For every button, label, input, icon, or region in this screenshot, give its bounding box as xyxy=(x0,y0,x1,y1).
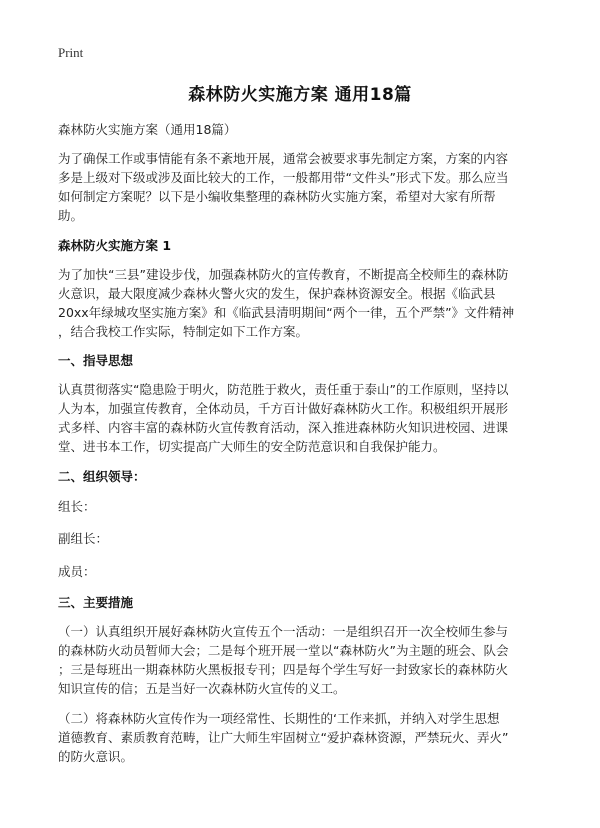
section1-line: 为了加快“三县”建设步伐，加强森林防火的宣传教育，不断提高全校师生的森林防 xyxy=(58,267,509,282)
measure1-line: ；三是每班出一期森林防火黑板报专刊；四是每个学生写好一封致家长的森林防火 xyxy=(58,662,509,677)
document-title: 森林防火实施方案 通用18篇 xyxy=(188,85,412,105)
guiding-line: 堂、进书本工作，切实提高广大师生的安全防范意识和自我保护能力。 xyxy=(58,439,446,454)
guiding-line: 式多样、内容丰富的森林防火宣传教育活动，深入推进森林防火知识进校园、进课 xyxy=(58,420,509,435)
measure2-paragraph xyxy=(58,709,558,766)
measure1-line: （一）认真组织开展好森林防火宣传五个一活动：一是组织召开一次全校师生参与 xyxy=(58,624,509,639)
measure1-line: 知识宣传的信；五是当好一次森林防火宣传的义工。 xyxy=(58,681,346,696)
measure2-line: 道德教育、素质教育范畴，让广大师生牢固树立“爱护森林资源，严禁玩火、弄火” xyxy=(58,730,509,745)
guiding-heading: 一、指导思想 xyxy=(58,353,134,368)
document-subtitle xyxy=(58,120,558,139)
section1-line: 20xx年绿城攻坚实施方案》和《临武县清明期间“两个一律，五个严禁”》文件精神 xyxy=(58,305,515,320)
leadership-heading: 二、组织领导： xyxy=(58,469,146,484)
leader-line xyxy=(58,497,558,516)
subtitle-line: 森林防火实施方案（通用18篇） xyxy=(58,122,237,137)
section1-paragraph xyxy=(58,265,558,341)
leader-label: 组长： xyxy=(58,499,96,514)
deputy-line xyxy=(58,529,558,548)
intro-line: 多是上级对下级或涉及面比较大的工作，一般都用带“文件头”形式下发。那么应当 xyxy=(58,170,509,185)
measure2-line: 的防火意识。 xyxy=(58,749,134,764)
guiding-line: 认真贯彻落实“隐患险于明火，防范胜于救火，责任重于泰山”的工作原则，坚持以 xyxy=(58,382,509,397)
section1-heading: 森林防火实施方案 1 xyxy=(58,238,172,253)
intro-line: 为了确保工作或事情能有条不紊地开展，通常会被要求事先制定方案，方案的内容 xyxy=(58,151,509,166)
print-label: Print xyxy=(58,45,84,60)
measure2-line: （二）将森林防火宣传作为一项经常性、长期性的‘工作来抓，并纳入对学生思想 xyxy=(58,711,500,726)
measure1-line: 的森林防火动员暂师大会；二是每个班开展一堂以“森林防火”为主题的班会、队会 xyxy=(58,643,509,658)
intro-paragraph xyxy=(58,149,558,225)
measure1-paragraph xyxy=(58,622,558,698)
section1-line: ，结合我校工作实际，特制定如下工作方案。 xyxy=(58,324,309,339)
member-line xyxy=(58,562,558,581)
guiding-line: 人为本，加强宣传教育，全体动员，千方百计做好森林防火工作。积极组织开展形 xyxy=(58,401,509,416)
intro-line: 如何制定方案呢？以下是小编收集整理的森林防火实施方案，希望对大家有所帮 xyxy=(58,189,496,204)
measures-heading: 三、主要措施 xyxy=(58,595,134,610)
deputy-label: 副组长： xyxy=(58,531,109,546)
intro-line: 助。 xyxy=(58,208,84,223)
member-label: 成员： xyxy=(58,564,96,579)
guiding-paragraph xyxy=(58,380,558,456)
section1-line: 火意识，最大限度减少森林火警火灾的发生，保护森林资源安全。根据《临武县 xyxy=(58,286,496,301)
